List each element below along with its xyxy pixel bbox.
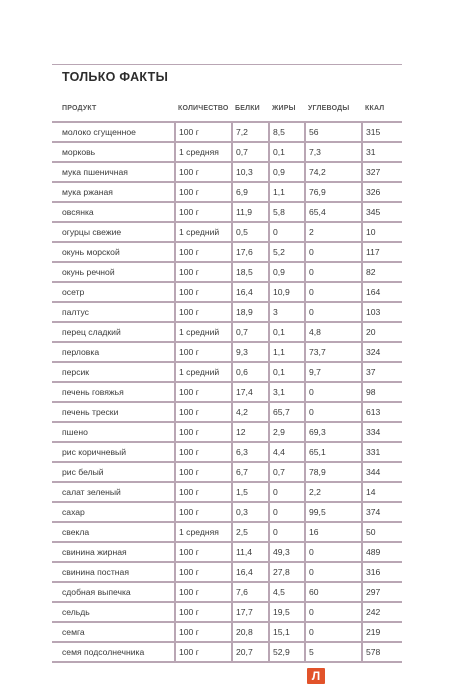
cell-protein: 10,3: [232, 162, 269, 182]
cell-fat: 3: [269, 302, 305, 322]
table-row: [52, 142, 402, 162]
cell-fat: 0,1: [269, 362, 305, 382]
table-row: [52, 622, 402, 642]
cell-quantity: 100 г: [175, 602, 232, 622]
cell-fat: 0: [269, 502, 305, 522]
cell-kcal: 37: [362, 362, 402, 382]
cell-kcal: 331: [362, 442, 402, 462]
column-header-product: ПРОДУКТ: [52, 95, 175, 122]
cell-kcal: 164: [362, 282, 402, 302]
cell-product: окунь морской: [52, 242, 175, 262]
cell-product: сельдь: [52, 602, 175, 622]
nutrition-table: [52, 95, 402, 663]
cell-fat: 2,9: [269, 422, 305, 442]
cell-protein: 0,6: [232, 362, 269, 382]
cell-carbs: 5: [305, 642, 362, 662]
cell-kcal: 345: [362, 202, 402, 222]
cell-protein: 16,4: [232, 282, 269, 302]
cell-kcal: 219: [362, 622, 402, 642]
cell-carbs: 73,7: [305, 342, 362, 362]
cell-product: рис белый: [52, 462, 175, 482]
table-row: [52, 482, 402, 502]
cell-protein: 7,2: [232, 122, 269, 142]
cell-fat: 0,7: [269, 462, 305, 482]
cell-quantity: 100 г: [175, 242, 232, 262]
table-row: [52, 162, 402, 182]
cell-kcal: 315: [362, 122, 402, 142]
page-title: ТОЛЬКО ФАКТЫ: [62, 70, 169, 84]
cell-protein: 16,4: [232, 562, 269, 582]
table-body: [52, 122, 402, 662]
cell-quantity: 100 г: [175, 202, 232, 222]
cell-quantity: 100 г: [175, 402, 232, 422]
cell-quantity: 1 средний: [175, 222, 232, 242]
cell-product: овсянка: [52, 202, 175, 222]
column-header-kcal: ККАЛ: [362, 95, 402, 122]
cell-fat: 5,8: [269, 202, 305, 222]
cell-kcal: 324: [362, 342, 402, 362]
cell-protein: 4,2: [232, 402, 269, 422]
cell-product: сдобная выпечка: [52, 582, 175, 602]
cell-protein: 2,5: [232, 522, 269, 542]
cell-kcal: 10: [362, 222, 402, 242]
cell-product: осетр: [52, 282, 175, 302]
cell-kcal: 50: [362, 522, 402, 542]
table-row: [52, 582, 402, 602]
cell-protein: 7,6: [232, 582, 269, 602]
cell-kcal: 242: [362, 602, 402, 622]
cell-quantity: 100 г: [175, 562, 232, 582]
column-header-protein: БЕЛКИ: [232, 95, 269, 122]
cell-product: персик: [52, 362, 175, 382]
cell-product: печень трески: [52, 402, 175, 422]
cell-protein: 17,4: [232, 382, 269, 402]
cell-fat: 0,9: [269, 262, 305, 282]
table-row: [52, 302, 402, 322]
table-row: [52, 422, 402, 442]
cell-carbs: 16: [305, 522, 362, 542]
cell-product: свинина постная: [52, 562, 175, 582]
table-row: [52, 222, 402, 242]
cell-fat: 0,9: [269, 162, 305, 182]
cell-carbs: 76,9: [305, 182, 362, 202]
cell-protein: 0,5: [232, 222, 269, 242]
cell-quantity: 100 г: [175, 622, 232, 642]
cell-carbs: 0: [305, 282, 362, 302]
cell-fat: 8,5: [269, 122, 305, 142]
cell-product: сахар: [52, 502, 175, 522]
cell-fat: 5,2: [269, 242, 305, 262]
cell-product: семя подсолнечника: [52, 642, 175, 662]
table-row: [52, 602, 402, 622]
cell-carbs: 9,7: [305, 362, 362, 382]
cell-quantity: 100 г: [175, 502, 232, 522]
cell-quantity: 100 г: [175, 382, 232, 402]
cell-carbs: 2: [305, 222, 362, 242]
cell-carbs: 65,1: [305, 442, 362, 462]
cell-fat: 0: [269, 482, 305, 502]
cell-quantity: 100 г: [175, 162, 232, 182]
cell-protein: 18,5: [232, 262, 269, 282]
cell-kcal: 82: [362, 262, 402, 282]
column-header-carbs: УГЛЕВОДЫ: [305, 95, 362, 122]
cell-kcal: 334: [362, 422, 402, 442]
cell-carbs: 0: [305, 602, 362, 622]
cell-product: палтус: [52, 302, 175, 322]
table-row: [52, 642, 402, 662]
cell-fat: 65,7: [269, 402, 305, 422]
cell-product: мука пшеничная: [52, 162, 175, 182]
table-row: [52, 562, 402, 582]
cell-kcal: 316: [362, 562, 402, 582]
cell-quantity: 100 г: [175, 582, 232, 602]
cell-quantity: 1 средний: [175, 322, 232, 342]
cell-quantity: 100 г: [175, 302, 232, 322]
cell-protein: 9,3: [232, 342, 269, 362]
cell-quantity: 100 г: [175, 122, 232, 142]
cell-quantity: 100 г: [175, 422, 232, 442]
cell-quantity: 100 г: [175, 342, 232, 362]
cell-carbs: 56: [305, 122, 362, 142]
cell-product: рис коричневый: [52, 442, 175, 462]
cell-fat: 4,4: [269, 442, 305, 462]
table-row: [52, 282, 402, 302]
cell-quantity: 100 г: [175, 182, 232, 202]
table-row: [52, 242, 402, 262]
cell-fat: 0: [269, 222, 305, 242]
cell-protein: 1,5: [232, 482, 269, 502]
cell-carbs: 99,5: [305, 502, 362, 522]
cell-quantity: 100 г: [175, 262, 232, 282]
cell-carbs: 69,3: [305, 422, 362, 442]
table-row: [52, 322, 402, 342]
cell-product: мука ржаная: [52, 182, 175, 202]
cell-protein: 0,7: [232, 142, 269, 162]
cell-kcal: 327: [362, 162, 402, 182]
table-row: [52, 402, 402, 422]
table-row: [52, 122, 402, 142]
cell-product: семга: [52, 622, 175, 642]
cell-fat: 27,8: [269, 562, 305, 582]
cell-kcal: 613: [362, 402, 402, 422]
cell-kcal: 578: [362, 642, 402, 662]
cell-kcal: 14: [362, 482, 402, 502]
cell-product: перец сладкий: [52, 322, 175, 342]
table-row: [52, 542, 402, 562]
cell-quantity: 100 г: [175, 482, 232, 502]
cell-fat: 0,1: [269, 322, 305, 342]
cell-carbs: 0: [305, 262, 362, 282]
cell-carbs: 0: [305, 402, 362, 422]
cell-carbs: 0: [305, 562, 362, 582]
cell-protein: 0,7: [232, 322, 269, 342]
cell-protein: 18,9: [232, 302, 269, 322]
cell-product: перловка: [52, 342, 175, 362]
table-row: [52, 522, 402, 542]
cell-carbs: 65,4: [305, 202, 362, 222]
cell-kcal: 489: [362, 542, 402, 562]
cell-carbs: 0: [305, 382, 362, 402]
cell-carbs: 0: [305, 622, 362, 642]
cell-protein: 11,4: [232, 542, 269, 562]
cell-protein: 20,8: [232, 622, 269, 642]
cell-fat: 0: [269, 522, 305, 542]
table-row: [52, 182, 402, 202]
cell-kcal: 103: [362, 302, 402, 322]
cell-quantity: 100 г: [175, 282, 232, 302]
publisher-logo: Л: [307, 668, 325, 684]
cell-product: молоко сгущенное: [52, 122, 175, 142]
table-row: [52, 202, 402, 222]
cell-fat: 52,9: [269, 642, 305, 662]
cell-product: пшено: [52, 422, 175, 442]
cell-quantity: 1 средняя: [175, 142, 232, 162]
cell-carbs: 60: [305, 582, 362, 602]
cell-protein: 17,6: [232, 242, 269, 262]
cell-quantity: 1 средняя: [175, 522, 232, 542]
cell-fat: 15,1: [269, 622, 305, 642]
cell-carbs: 7,3: [305, 142, 362, 162]
table-row: [52, 442, 402, 462]
cell-kcal: 98: [362, 382, 402, 402]
cell-fat: 3,1: [269, 382, 305, 402]
cell-fat: 10,9: [269, 282, 305, 302]
cell-product: салат зеленый: [52, 482, 175, 502]
cell-quantity: 100 г: [175, 442, 232, 462]
table-header-row: [52, 95, 402, 122]
cell-fat: 19,5: [269, 602, 305, 622]
cell-kcal: 344: [362, 462, 402, 482]
cell-fat: 1,1: [269, 182, 305, 202]
cell-product: свинина жирная: [52, 542, 175, 562]
cell-protein: 6,3: [232, 442, 269, 462]
cell-carbs: 0: [305, 302, 362, 322]
cell-product: морковь: [52, 142, 175, 162]
cell-quantity: 1 средний: [175, 362, 232, 382]
cell-kcal: 326: [362, 182, 402, 202]
cell-carbs: 4,8: [305, 322, 362, 342]
column-header-quantity: КОЛИЧЕСТВО: [175, 95, 232, 122]
cell-product: огурцы свежие: [52, 222, 175, 242]
cell-kcal: 117: [362, 242, 402, 262]
cell-quantity: 100 г: [175, 642, 232, 662]
table-row: [52, 362, 402, 382]
cell-carbs: 2,2: [305, 482, 362, 502]
table-row: [52, 262, 402, 282]
cell-product: свекла: [52, 522, 175, 542]
cell-protein: 6,7: [232, 462, 269, 482]
table-row: [52, 382, 402, 402]
cell-protein: 0,3: [232, 502, 269, 522]
cell-product: печень говяжья: [52, 382, 175, 402]
cell-carbs: 0: [305, 542, 362, 562]
cell-protein: 12: [232, 422, 269, 442]
cell-protein: 11,9: [232, 202, 269, 222]
column-header-fat: ЖИРЫ: [269, 95, 305, 122]
cell-carbs: 0: [305, 242, 362, 262]
cell-fat: 0,1: [269, 142, 305, 162]
cell-product: окунь речной: [52, 262, 175, 282]
table-row: [52, 342, 402, 362]
cell-quantity: 100 г: [175, 462, 232, 482]
cell-fat: 1,1: [269, 342, 305, 362]
table-row: [52, 462, 402, 482]
cell-kcal: 20: [362, 322, 402, 342]
cell-kcal: 31: [362, 142, 402, 162]
cell-quantity: 100 г: [175, 542, 232, 562]
cell-carbs: 74,2: [305, 162, 362, 182]
cell-kcal: 374: [362, 502, 402, 522]
cell-fat: 49,3: [269, 542, 305, 562]
cell-fat: 4,5: [269, 582, 305, 602]
cell-protein: 20,7: [232, 642, 269, 662]
cell-carbs: 78,9: [305, 462, 362, 482]
table-row: [52, 502, 402, 522]
cell-protein: 6,9: [232, 182, 269, 202]
cell-kcal: 297: [362, 582, 402, 602]
cell-protein: 17,7: [232, 602, 269, 622]
